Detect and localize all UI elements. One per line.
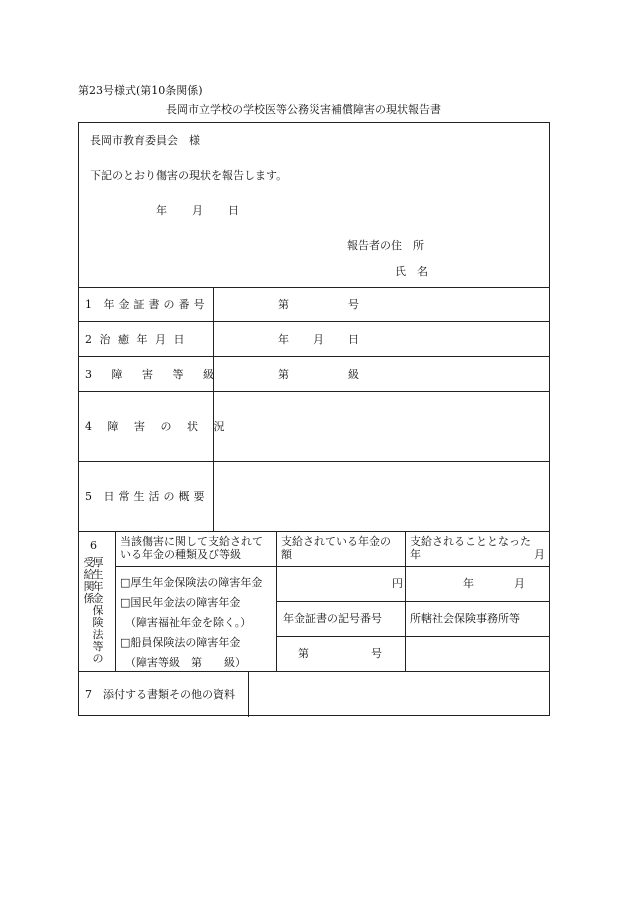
pension-cert-suffix: 号 — [348, 298, 359, 311]
pension-type-senin-grade: （障害等級 第 級） — [125, 656, 246, 669]
pension-type-kosei[interactable]: □厚生年金保険法の障害年金 — [120, 576, 263, 589]
pension-cert-prefix: 第 — [278, 298, 289, 311]
section6-col1-header-1: 当該傷害に関して支給されて — [120, 535, 263, 548]
start-year: 年 — [463, 577, 474, 590]
social-insurance-office-field[interactable] — [410, 641, 544, 665]
pension-cert-symbol-field[interactable] — [281, 641, 399, 665]
row-divider — [79, 321, 549, 322]
form-table — [78, 122, 550, 716]
reporter-name-label: 氏 名 — [395, 265, 428, 278]
pension-cert-number-field[interactable] — [219, 293, 541, 315]
healing-year: 年 — [278, 333, 289, 346]
healing-date-field[interactable] — [219, 328, 541, 350]
healing-date-label: 2 治 癒 年 月 日 — [85, 333, 187, 346]
row-divider — [79, 391, 549, 392]
date-month: 月 — [192, 204, 203, 217]
disability-grade-prefix: 第 — [278, 368, 289, 381]
column-divider — [213, 287, 214, 531]
pension-type-senin[interactable]: □船員保険法の障害年金 — [120, 636, 241, 649]
date-year: 年 — [156, 204, 167, 217]
section6-col3-header-month: 月 — [534, 548, 545, 561]
row-divider — [276, 601, 549, 602]
pension-cert-symbol-suffix: 号 — [371, 647, 382, 660]
section6-col3-header-1: 支給されることとなった — [410, 535, 531, 548]
start-month: 月 — [514, 577, 525, 590]
row-divider — [79, 356, 549, 357]
disability-grade-suffix: 級 — [348, 368, 359, 381]
form-number: 第23号様式(第10条関係) — [78, 84, 203, 97]
pension-type-kokumin-note: （障害福祉年金を除く。） — [125, 616, 252, 629]
disability-status-field[interactable] — [219, 397, 541, 455]
column-divider — [115, 531, 116, 671]
row-divider — [79, 531, 549, 532]
pension-amount-field[interactable] — [281, 571, 385, 595]
section6-col2-header-2: 額 — [281, 548, 292, 561]
section6-side-label-a: 厚生年金保険法等の — [92, 556, 104, 665]
start-date-field[interactable] — [410, 571, 544, 595]
healing-month: 月 — [313, 333, 324, 346]
attachments-field[interactable] — [254, 676, 544, 712]
daily-life-field[interactable] — [219, 467, 541, 525]
addressee: 長岡市教育委員会 様 — [90, 134, 200, 147]
column-divider — [276, 531, 277, 671]
section6-col1-header-2: いる年金の種類及び等級 — [120, 548, 241, 561]
social-insurance-office-label: 所轄社会保険事務所等 — [410, 612, 520, 625]
row-divider — [79, 671, 549, 672]
disability-grade-field[interactable] — [219, 363, 541, 385]
row-divider — [115, 566, 549, 567]
healing-day: 日 — [348, 333, 359, 346]
pension-amount-yen: 円 — [392, 577, 403, 590]
section6-col2-header-1: 支給されている年金の — [281, 535, 391, 548]
section6-number: 6 — [90, 539, 97, 552]
column-divider — [405, 531, 406, 671]
pension-cert-label: 1 年金証書の番号 — [85, 298, 209, 311]
attachments-label: 7 添付する書類その他の資料 — [85, 688, 235, 701]
section6-col3-header-year: 年 — [410, 548, 421, 561]
pension-cert-symbol-label: 年金証書の記号番号 — [283, 612, 382, 625]
pension-cert-symbol-prefix: 第 — [298, 647, 309, 660]
statement: 下記のとおり傷害の現状を報告します。 — [90, 169, 288, 182]
pension-type-kokumin[interactable]: □国民年金法の障害年金 — [120, 596, 241, 609]
disability-grade-label: 3 障 害 等 級 — [85, 368, 222, 381]
row-divider — [79, 461, 549, 462]
date-day: 日 — [228, 204, 239, 217]
document-title: 長岡市立学校の学校医等公務災害補償障害の現状報告書 — [166, 103, 441, 116]
reporter-address-label: 報告者の住 所 — [347, 239, 424, 252]
disability-status-label: 4 障 害 の 状 況 — [85, 420, 231, 433]
section6-side-label-b: 受給関係 — [83, 556, 95, 605]
row-divider — [276, 636, 549, 637]
daily-life-label: 5 日常生活の概要 — [85, 490, 209, 503]
column-divider — [248, 671, 249, 717]
row-divider — [79, 287, 549, 288]
